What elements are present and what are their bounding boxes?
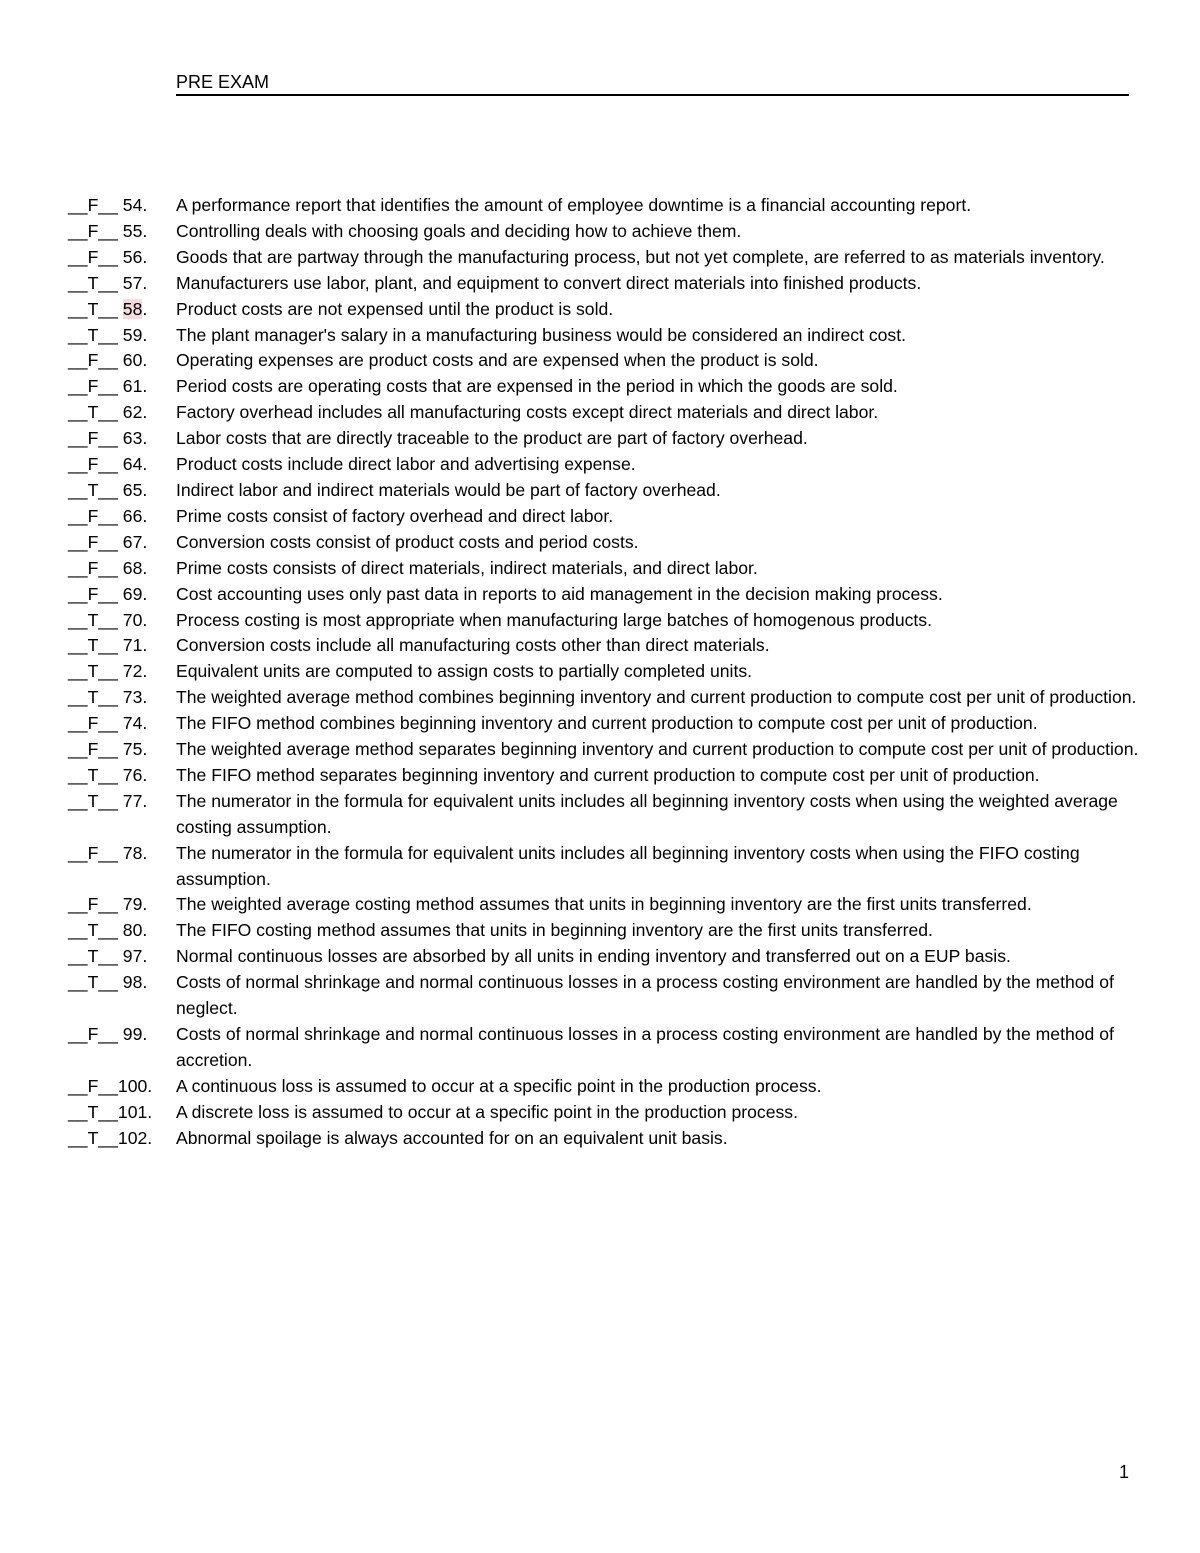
question-answer-number bbox=[68, 841, 176, 893]
answer-blank: __ bbox=[68, 609, 88, 630]
question-number: 66 bbox=[122, 505, 143, 526]
page-number: 1 bbox=[1119, 1462, 1130, 1482]
number-period: . bbox=[142, 531, 148, 552]
number-period: . bbox=[142, 972, 148, 993]
question-item bbox=[68, 633, 1148, 659]
answer-value: T bbox=[87, 402, 99, 423]
question-text: The numerator in the formula for equivalent units includes all beginning inventory costs when using the FIFO costing assumption. bbox=[176, 842, 1080, 889]
answer-value: F bbox=[87, 220, 99, 241]
question-text: The weighted average costing method assumes that units in beginning inventory are the first units transferred. bbox=[176, 894, 1032, 915]
answer-blank: __ bbox=[98, 764, 123, 785]
question-answer-number bbox=[68, 374, 176, 400]
number-period: . bbox=[142, 842, 148, 863]
answer-blank: __ bbox=[98, 479, 123, 500]
number-period: . bbox=[142, 479, 148, 500]
answer-value: T bbox=[87, 298, 99, 319]
question-text: Labor costs that are directly traceable to the product are part of factory overhead. bbox=[176, 428, 808, 449]
question-text: Product costs are not expensed until the product is sold. bbox=[176, 298, 614, 319]
answer-blank: __ bbox=[68, 454, 88, 475]
answer-blank: __ bbox=[98, 1024, 123, 1044]
answer-blank: __ bbox=[68, 713, 88, 734]
question-item bbox=[68, 271, 1148, 297]
question-item bbox=[68, 452, 1148, 478]
answer-blank: __ bbox=[98, 324, 123, 345]
answer-blank: __ bbox=[68, 1127, 88, 1148]
answer-blank: __ bbox=[98, 557, 123, 578]
question-answer-number bbox=[68, 1126, 176, 1152]
answer-blank: __ bbox=[98, 376, 123, 397]
answer-value: F bbox=[87, 1024, 99, 1044]
answer-value: F bbox=[87, 1075, 99, 1096]
answer-blank: __ bbox=[68, 1075, 88, 1096]
question-answer-number bbox=[68, 608, 176, 634]
question-answer-number bbox=[68, 323, 176, 349]
question-item bbox=[68, 608, 1148, 634]
question-item bbox=[68, 582, 1148, 608]
answer-blank: __ bbox=[68, 635, 88, 656]
question-text: Indirect labor and indirect materials would be part of factory overhead. bbox=[176, 479, 721, 500]
number-period: . bbox=[142, 454, 148, 475]
question-answer-number bbox=[68, 452, 176, 478]
answer-blank: __ bbox=[98, 635, 123, 656]
question-text: Product costs include direct labor and advertising expense. bbox=[176, 454, 636, 475]
question-text: Normal continuous losses are absorbed by all units in ending inventory and transferred out on a EUP basis. bbox=[176, 946, 1011, 967]
question-answer-number bbox=[68, 245, 176, 271]
question-number: 56 bbox=[122, 246, 143, 267]
question-text: The numerator in the formula for equivalent units includes all beginning inventory costs when using the weighted average costing assumption. bbox=[176, 790, 1118, 837]
number-period: . bbox=[142, 764, 148, 785]
answer-value: F bbox=[87, 557, 99, 578]
question-text: Period costs are operating costs that are expensed in the period in which the goods are sold. bbox=[176, 376, 898, 397]
number-period: . bbox=[142, 298, 148, 319]
number-period: . bbox=[142, 583, 148, 604]
question-item bbox=[68, 659, 1148, 685]
question-number: 97 bbox=[122, 946, 143, 967]
question-item bbox=[68, 1074, 1148, 1100]
number-period: . bbox=[142, 195, 148, 215]
answer-blank: __ bbox=[68, 531, 88, 552]
answer-blank: __ bbox=[68, 972, 88, 993]
answer-blank: __ bbox=[68, 764, 88, 785]
answer-blank: __ bbox=[68, 946, 88, 967]
answer-value: F bbox=[87, 713, 99, 734]
question-number: 58 bbox=[122, 298, 143, 319]
question-item bbox=[68, 530, 1148, 556]
question-item bbox=[68, 245, 1148, 271]
answer-blank: __ bbox=[68, 428, 88, 449]
answer-blank: __ bbox=[68, 479, 88, 500]
question-number: 98 bbox=[122, 972, 143, 993]
question-text: Process costing is most appropriate when manufacturing large batches of homogenous products. bbox=[176, 609, 932, 630]
number-period: . bbox=[142, 272, 148, 293]
question-answer-number bbox=[68, 348, 176, 374]
question-number: 75 bbox=[122, 739, 143, 760]
question-number: 77 bbox=[122, 790, 143, 811]
answer-blank: __ bbox=[68, 1101, 88, 1122]
answer-value: F bbox=[87, 842, 99, 863]
answer-value: F bbox=[87, 376, 99, 397]
question-text: Manufacturers use labor, plant, and equipment to convert direct materials into finished products. bbox=[176, 272, 922, 293]
question-answer-number bbox=[68, 556, 176, 582]
question-item bbox=[68, 841, 1148, 893]
question-number: 68 bbox=[122, 557, 143, 578]
question-text: The plant manager's salary in a manufacturing business would be considered an indirect cost. bbox=[176, 324, 906, 345]
answer-blank: __ bbox=[68, 583, 88, 604]
answer-blank: __ bbox=[98, 661, 123, 682]
answer-value: F bbox=[87, 350, 99, 371]
answer-value: F bbox=[87, 531, 99, 552]
number-period: . bbox=[147, 1127, 153, 1148]
question-answer-number bbox=[68, 711, 176, 737]
question-text: Goods that are partway through the manufacturing process, but not yet complete, are referred to as materials inventory. bbox=[176, 246, 1105, 267]
question-item bbox=[68, 348, 1148, 374]
question-item bbox=[68, 970, 1148, 1022]
answer-value: T bbox=[87, 1127, 99, 1148]
question-number: 71 bbox=[122, 635, 143, 656]
question-text: The FIFO costing method assumes that units in beginning inventory are the first units transferred. bbox=[176, 920, 933, 941]
answer-blank: __ bbox=[98, 790, 123, 811]
answer-blank: __ bbox=[98, 583, 123, 604]
question-text: A performance report that identifies the amount of employee downtime is a financial accounting report. bbox=[176, 195, 972, 215]
number-period: . bbox=[142, 713, 148, 734]
question-answer-number bbox=[68, 970, 176, 1022]
question-item bbox=[68, 789, 1148, 841]
question-number: 79 bbox=[122, 894, 143, 915]
question-text: Controlling deals with choosing goals and deciding how to achieve them. bbox=[176, 220, 742, 241]
answer-value: F bbox=[87, 454, 99, 475]
question-number: 80 bbox=[122, 920, 143, 941]
answer-blank: __ bbox=[98, 350, 123, 371]
question-number: 61 bbox=[122, 376, 143, 397]
number-period: . bbox=[147, 1101, 153, 1122]
question-text: Factory overhead includes all manufacturing costs except direct materials and direct labor. bbox=[176, 402, 879, 423]
answer-blank: __ bbox=[98, 687, 123, 708]
answer-value: T bbox=[87, 972, 99, 993]
question-item bbox=[68, 711, 1148, 737]
question-number: 74 bbox=[122, 713, 143, 734]
answer-blank: __ bbox=[98, 531, 123, 552]
number-period: . bbox=[142, 246, 148, 267]
answer-blank: __ bbox=[68, 246, 88, 267]
question-number: 69 bbox=[122, 583, 143, 604]
answer-blank: __ bbox=[68, 402, 88, 423]
question-number: 73 bbox=[122, 687, 143, 708]
answer-value: F bbox=[87, 195, 99, 215]
answer-blank: __ bbox=[68, 739, 88, 760]
question-number: 59 bbox=[122, 324, 143, 345]
question-item bbox=[68, 400, 1148, 426]
question-answer-number bbox=[68, 685, 176, 711]
question-answer-number bbox=[68, 737, 176, 763]
answer-blank: __ bbox=[98, 972, 123, 993]
answer-blank: __ bbox=[68, 894, 88, 915]
question-answer-number bbox=[68, 530, 176, 556]
question-text: Costs of normal shrinkage and normal continuous losses in a process costing environment are handled by the method of neglect. bbox=[176, 972, 1114, 1019]
number-period: . bbox=[142, 220, 148, 241]
question-number: 60 bbox=[122, 350, 143, 371]
answer-blank: __ bbox=[98, 246, 123, 267]
question-text: The FIFO method combines beginning inventory and current production to compute cost per unit of production. bbox=[176, 713, 1038, 734]
number-period: . bbox=[142, 350, 148, 371]
number-period: . bbox=[142, 557, 148, 578]
answer-blank: __ bbox=[98, 1127, 118, 1148]
question-answer-number bbox=[68, 659, 176, 685]
question-answer-number bbox=[68, 789, 176, 841]
answer-blank: __ bbox=[98, 1075, 118, 1096]
question-number: 70 bbox=[122, 609, 143, 630]
answer-blank: __ bbox=[68, 350, 88, 371]
answer-blank: __ bbox=[68, 376, 88, 397]
answer-blank: __ bbox=[68, 272, 88, 293]
answer-blank: __ bbox=[98, 713, 123, 734]
question-number: 54 bbox=[122, 195, 143, 215]
page-header bbox=[176, 70, 1129, 96]
number-period: . bbox=[142, 402, 148, 423]
question-number: 63 bbox=[122, 428, 143, 449]
question-item bbox=[68, 504, 1148, 530]
question-answer-number bbox=[68, 219, 176, 245]
answer-blank: __ bbox=[68, 1024, 88, 1044]
number-period: . bbox=[142, 376, 148, 397]
question-item bbox=[68, 297, 1148, 323]
answer-blank: __ bbox=[68, 220, 88, 241]
answer-blank: __ bbox=[98, 298, 123, 319]
question-number: 76 bbox=[122, 764, 143, 785]
question-answer-number bbox=[68, 918, 176, 944]
question-number: 67 bbox=[122, 531, 143, 552]
number-period: . bbox=[142, 790, 148, 811]
question-item bbox=[68, 374, 1148, 400]
question-answer-number bbox=[68, 944, 176, 970]
answer-blank: __ bbox=[98, 1101, 118, 1122]
question-number: 62 bbox=[122, 402, 143, 423]
question-answer-number bbox=[68, 193, 176, 219]
number-period: . bbox=[142, 894, 148, 915]
answer-blank: __ bbox=[68, 324, 88, 345]
number-period: . bbox=[142, 505, 148, 526]
answer-blank: __ bbox=[68, 557, 88, 578]
question-text: The FIFO method separates beginning inventory and current production to compute cost per unit of production. bbox=[176, 764, 1040, 785]
answer-value: T bbox=[87, 946, 99, 967]
question-number: 102 bbox=[117, 1127, 148, 1148]
question-number: 64 bbox=[122, 454, 143, 475]
answer-blank: __ bbox=[68, 195, 88, 215]
question-text: Operating expenses are product costs and are expensed when the product is sold. bbox=[176, 350, 819, 371]
answer-blank: __ bbox=[98, 946, 123, 967]
question-text: Prime costs consists of direct materials, indirect materials, and direct labor. bbox=[176, 557, 758, 578]
answer-value: F bbox=[87, 428, 99, 449]
answer-blank: __ bbox=[98, 454, 123, 475]
answer-value: F bbox=[87, 246, 99, 267]
answer-blank: __ bbox=[68, 842, 88, 863]
answer-value: T bbox=[87, 272, 99, 293]
question-answer-number bbox=[68, 426, 176, 452]
question-answer-number bbox=[68, 297, 176, 323]
answer-blank: __ bbox=[98, 894, 123, 915]
question-answer-number bbox=[68, 400, 176, 426]
number-period: . bbox=[142, 428, 148, 449]
answer-value: T bbox=[87, 790, 99, 811]
answer-value: T bbox=[87, 1101, 99, 1122]
question-item bbox=[68, 193, 1148, 219]
question-answer-number bbox=[68, 478, 176, 504]
question-text: Cost accounting uses only past data in reports to aid management in the decision making process. bbox=[176, 583, 943, 604]
question-answer-number bbox=[68, 271, 176, 297]
answer-value: F bbox=[87, 505, 99, 526]
question-answer-number bbox=[68, 1100, 176, 1126]
number-period: . bbox=[142, 739, 148, 760]
question-item bbox=[68, 685, 1148, 711]
answer-blank: __ bbox=[98, 272, 123, 293]
question-answer-number bbox=[68, 763, 176, 789]
answer-value: T bbox=[87, 479, 99, 500]
answer-blank: __ bbox=[98, 920, 123, 941]
question-item bbox=[68, 478, 1148, 504]
question-answer-number bbox=[68, 582, 176, 608]
question-text: Conversion costs consist of product costs and period costs. bbox=[176, 531, 639, 552]
question-number: 78 bbox=[122, 842, 143, 863]
number-period: . bbox=[142, 946, 148, 967]
answer-value: T bbox=[87, 920, 99, 941]
answer-value: T bbox=[87, 687, 99, 708]
question-text: Equivalent units are computed to assign costs to partially completed units. bbox=[176, 661, 753, 682]
question-number: 99 bbox=[122, 1024, 143, 1044]
answer-value: T bbox=[87, 764, 99, 785]
question-text: Costs of normal shrinkage and normal continuous losses in a process costing environment are handled by the method of accretion. bbox=[176, 1024, 1114, 1070]
number-period: . bbox=[142, 635, 148, 656]
question-text: A continuous loss is assumed to occur at a specific point in the production process. bbox=[176, 1075, 822, 1096]
question-item bbox=[68, 323, 1148, 349]
answer-blank: __ bbox=[68, 661, 88, 682]
number-period: . bbox=[142, 661, 148, 682]
answer-value: T bbox=[87, 661, 99, 682]
question-number: 55 bbox=[122, 220, 143, 241]
question-item bbox=[68, 219, 1148, 245]
question-item bbox=[68, 426, 1148, 452]
question-answer-number bbox=[68, 504, 176, 530]
answer-blank: __ bbox=[98, 402, 123, 423]
answer-value: T bbox=[87, 324, 99, 345]
answer-value: F bbox=[87, 583, 99, 604]
question-text: Prime costs consist of factory overhead and direct labor. bbox=[176, 505, 614, 526]
question-item bbox=[68, 1022, 1148, 1074]
question-number: 72 bbox=[122, 661, 143, 682]
answer-blank: __ bbox=[98, 842, 123, 863]
number-period: . bbox=[142, 609, 148, 630]
answer-blank: __ bbox=[68, 298, 88, 319]
answer-blank: __ bbox=[98, 428, 123, 449]
number-period: . bbox=[142, 324, 148, 345]
answer-blank: __ bbox=[68, 920, 88, 941]
answer-blank: __ bbox=[68, 505, 88, 526]
question-item bbox=[68, 1100, 1148, 1126]
question-number: 65 bbox=[122, 479, 143, 500]
question-item bbox=[68, 763, 1148, 789]
question-item bbox=[68, 737, 1148, 763]
question-item bbox=[68, 892, 1148, 918]
answer-value: T bbox=[87, 635, 99, 656]
question-list bbox=[68, 193, 1148, 1152]
answer-blank: __ bbox=[98, 195, 123, 215]
question-answer-number bbox=[68, 1074, 176, 1100]
answer-blank: __ bbox=[98, 739, 123, 760]
answer-blank: __ bbox=[68, 687, 88, 708]
answer-blank: __ bbox=[68, 790, 88, 811]
question-text: The weighted average method combines beginning inventory and current production to compute cost per unit of production. bbox=[176, 687, 1137, 708]
question-item bbox=[68, 1126, 1148, 1152]
number-period: . bbox=[147, 1075, 153, 1096]
question-text: A discrete loss is assumed to occur at a specific point in the production process. bbox=[176, 1101, 798, 1122]
answer-blank: __ bbox=[98, 609, 123, 630]
answer-value: F bbox=[87, 894, 99, 915]
question-text: Abnormal spoilage is always accounted for on an equivalent unit basis. bbox=[176, 1127, 728, 1148]
question-item bbox=[68, 944, 1148, 970]
number-period: . bbox=[142, 687, 148, 708]
question-answer-number bbox=[68, 633, 176, 659]
answer-blank: __ bbox=[98, 220, 123, 241]
number-period: . bbox=[142, 920, 148, 941]
question-text: Conversion costs include all manufacturing costs other than direct materials. bbox=[176, 635, 770, 656]
question-item bbox=[68, 556, 1148, 582]
answer-blank: __ bbox=[98, 505, 123, 526]
question-number: 100 bbox=[117, 1075, 148, 1096]
question-number: 57 bbox=[122, 272, 143, 293]
question-answer-number bbox=[68, 1022, 176, 1074]
question-number: 101 bbox=[117, 1101, 148, 1122]
answer-value: F bbox=[87, 739, 99, 760]
question-text: The weighted average method separates beginning inventory and current production to compute cost per unit of production. bbox=[176, 739, 1139, 760]
question-item bbox=[68, 918, 1148, 944]
number-period: . bbox=[142, 1024, 148, 1044]
question-answer-number bbox=[68, 892, 176, 918]
answer-value: T bbox=[87, 609, 99, 630]
page-title: PRE EXAM bbox=[176, 72, 270, 92]
